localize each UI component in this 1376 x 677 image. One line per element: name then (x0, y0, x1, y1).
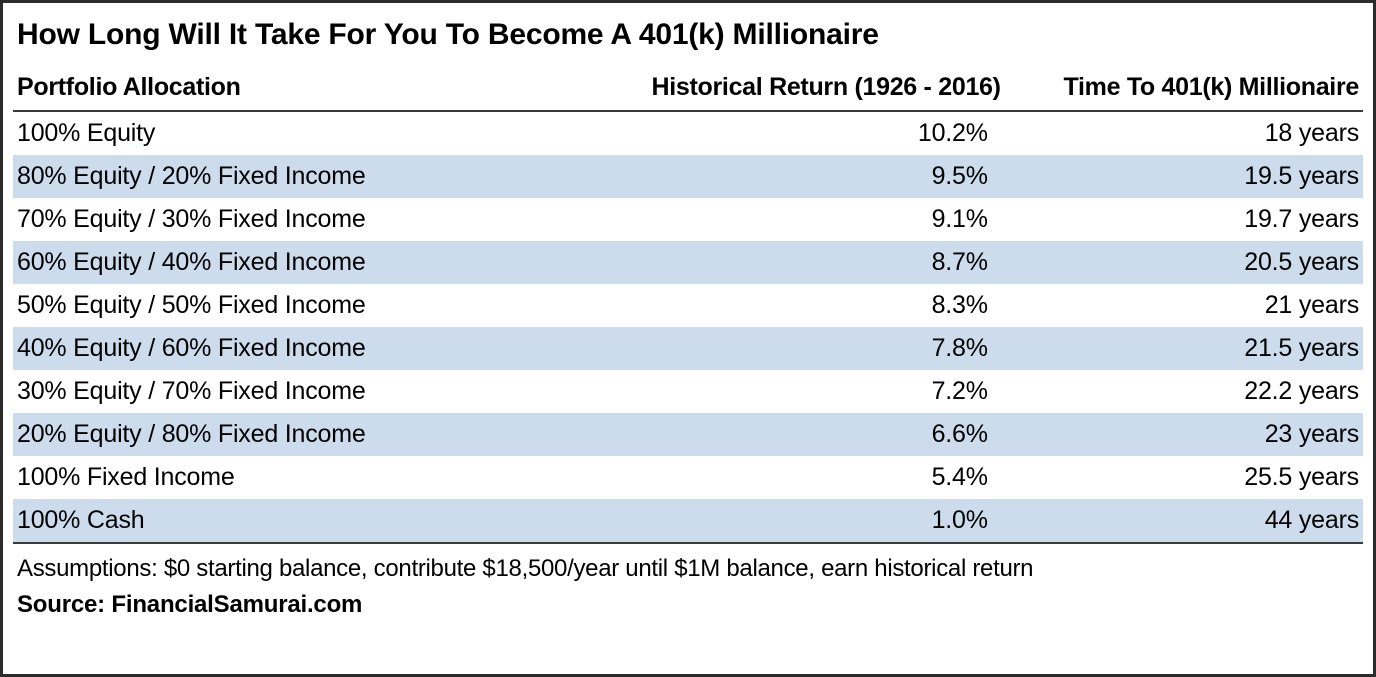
table-row (13, 370, 1363, 413)
cell-time: 20.5 years (992, 241, 1363, 284)
cell-return: 10.2% (917, 119, 988, 147)
cell-return: 7.2% (931, 377, 988, 405)
cell-return: 1.0% (648, 499, 992, 542)
cell-return: 7.8% (648, 327, 992, 370)
cell-allocation: 30% Equity / 70% Fixed Income (17, 377, 366, 405)
cell-allocation: 80% Equity / 20% Fixed Income (13, 155, 648, 198)
cell-return: 8.3% (931, 291, 988, 319)
cell-time: 21 years (1264, 291, 1359, 319)
table-row (13, 155, 1363, 198)
cell-allocation: 40% Equity / 60% Fixed Income (13, 327, 648, 370)
cell-time: 44 years (992, 499, 1363, 542)
millionaire-table (13, 73, 1363, 542)
cell-allocation: 70% Equity / 30% Fixed Income (17, 205, 366, 233)
cell-time: 25.5 years (1244, 463, 1359, 491)
cell-time: 21.5 years (992, 327, 1363, 370)
cell-allocation: 60% Equity / 40% Fixed Income (13, 241, 648, 284)
column-header-time: Time To 401(k) Millionaire (1063, 73, 1359, 101)
table-row (13, 413, 1363, 456)
table-header-row (13, 73, 1363, 110)
cell-time: 19.5 years (992, 155, 1363, 198)
table-header (13, 73, 1363, 111)
cell-allocation: 50% Equity / 50% Fixed Income (17, 291, 366, 319)
cell-time: 19.7 years (1244, 205, 1359, 233)
table-row (13, 111, 1363, 155)
table-body (13, 111, 1363, 542)
cell-time: 22.2 years (1244, 377, 1359, 405)
cell-return: 6.6% (648, 413, 992, 456)
source-note: Source: FinancialSamurai.com (17, 591, 363, 618)
cell-time: 18 years (1264, 119, 1359, 147)
assumptions-note: Assumptions: $0 starting balance, contribute $18,500/year until $1M balance, earn historical return (17, 555, 1034, 582)
table-row (13, 284, 1363, 327)
cell-allocation: 100% Fixed Income (17, 463, 235, 491)
table-row (13, 198, 1363, 241)
table-row (13, 241, 1363, 284)
cell-return: 9.5% (648, 155, 992, 198)
cell-return: 8.7% (648, 241, 992, 284)
cell-allocation: 100% Cash (13, 499, 648, 542)
cell-return: 5.4% (931, 463, 988, 491)
cell-return: 9.1% (931, 205, 988, 233)
cell-time: 23 years (992, 413, 1363, 456)
page-title: How Long Will It Take For You To Become A 401(k) Millionaire (17, 18, 879, 51)
figure-inner (3, 3, 1373, 674)
column-header-return: Historical Return (1926 - 2016) (651, 73, 1001, 101)
table-row (13, 456, 1363, 499)
figure-footer (13, 544, 1363, 622)
cell-allocation: 100% Equity (17, 119, 156, 147)
table-row (13, 499, 1363, 542)
table-row (13, 327, 1363, 370)
column-header-allocation: Portfolio Allocation (17, 73, 241, 101)
cell-allocation: 20% Equity / 80% Fixed Income (13, 413, 648, 456)
